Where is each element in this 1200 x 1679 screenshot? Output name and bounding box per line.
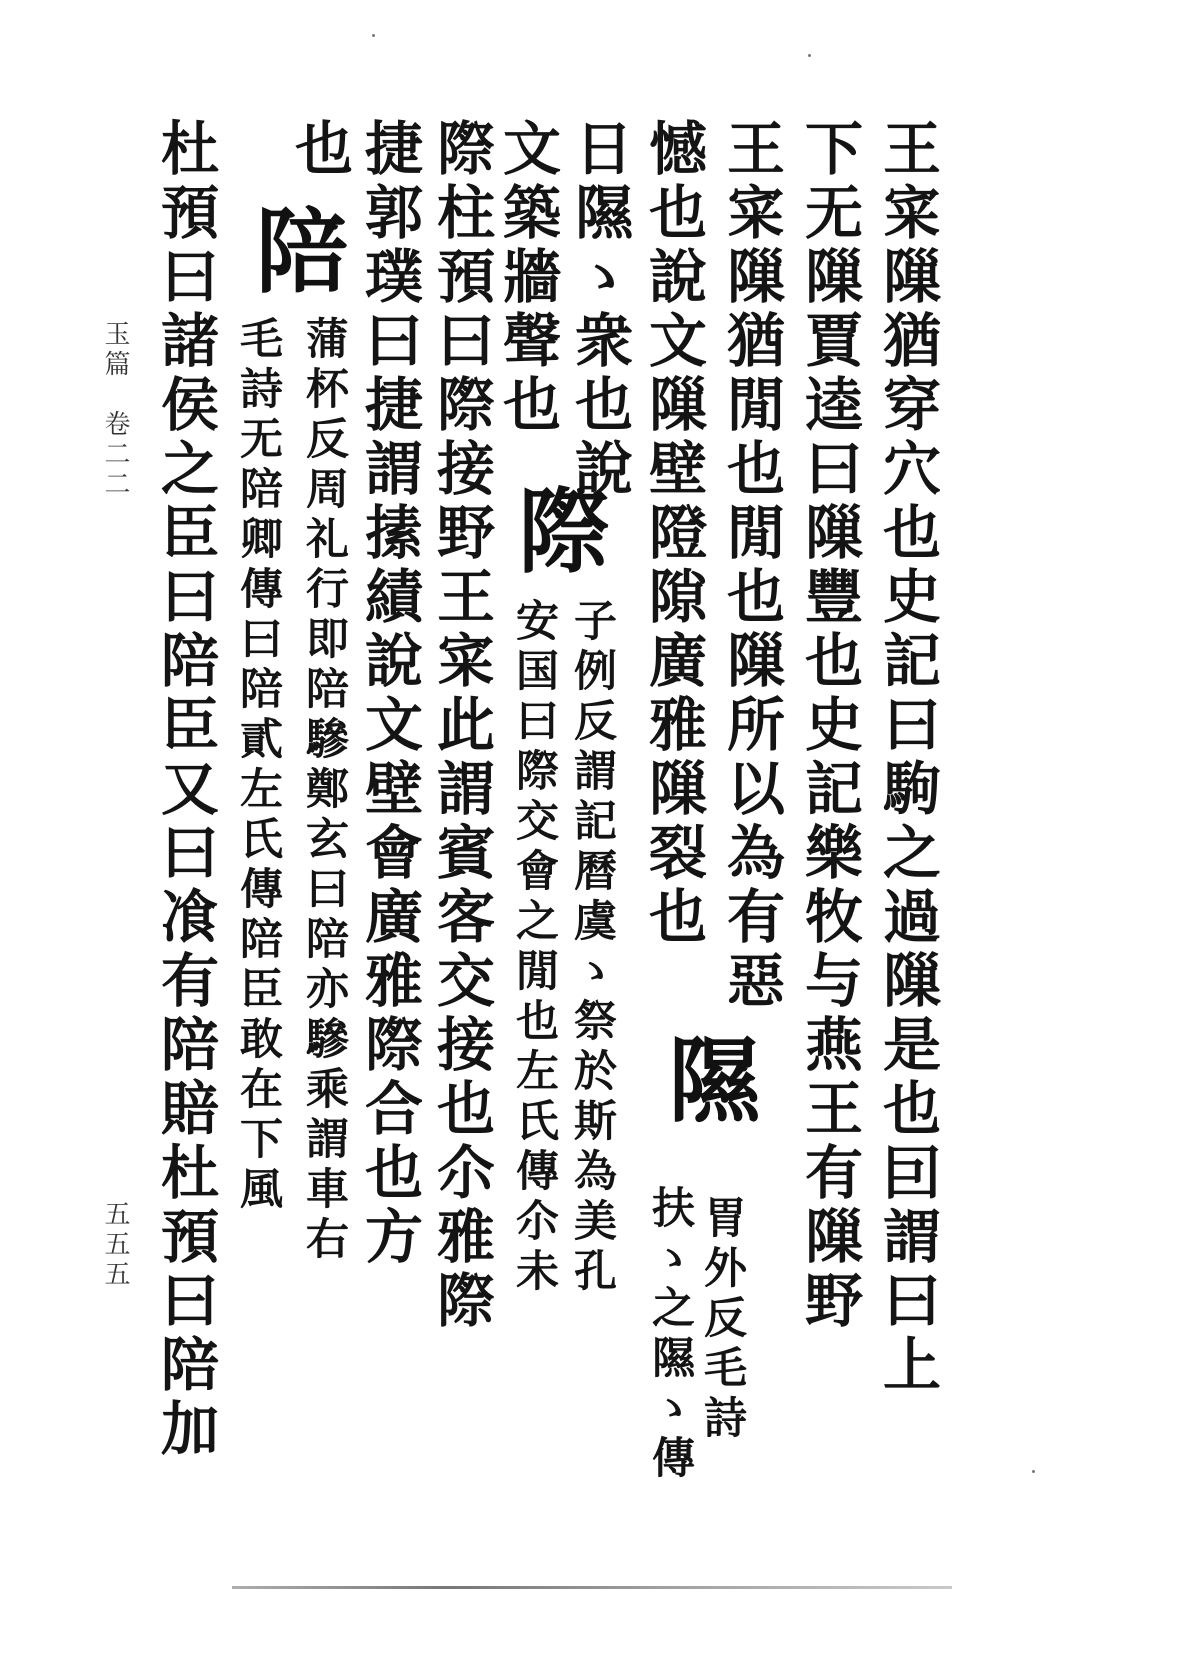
page-number: 五五五 [100, 1200, 130, 1290]
book-title: 玉篇 卷二二 [100, 320, 130, 500]
scan-border-line [232, 1586, 952, 1589]
text-column-4-part-a: 憾也說文隟壁隥隙廣雅隟裂也 [639, 118, 707, 950]
text-column-6-part-c: 子例反謂記曆虞ゝ祭於斯為美孔 [567, 598, 617, 1298]
text-column-1: 王寀隟猶穿穴也史記曰駒之過隟是也囙謂曰上 [873, 118, 941, 1398]
text-column-5-part-a: 日隰ゝ衆也說 [565, 118, 633, 502]
text-column-11: 毛詩无陪卿傳曰陪貳左氏傳陪臣敢在下風 [233, 316, 283, 1216]
headword-xi: 隰 [668, 1027, 761, 1135]
scan-speck [808, 54, 811, 57]
text-column-7: 安国曰際交會之閒也左氏傳尒未 [509, 598, 559, 1298]
text-column-10-part-c: 蒲杯反周礼行即陪驂鄭玄曰陪亦驂乘謂車右 [299, 316, 349, 1266]
scan-speck [372, 34, 375, 37]
headword-ji: 際 [518, 478, 611, 586]
text-column-6-part-a: 文築牆聲也 [493, 118, 561, 438]
text-column-4-part-c: 胃外反毛詩 [697, 1195, 747, 1445]
text-column-2: 下无隟賈逵曰隟豐也史記樂牧与燕王有隟野 [795, 118, 863, 1334]
text-column-8: 際柱預曰際接野王寀此謂賓客交接也尒雅際 [427, 118, 495, 1334]
text-column-12: 杜預曰諸侯之臣曰陪臣又曰飡有陪賠杜預曰陪加 [151, 118, 219, 1462]
headword-pei: 陪 [256, 198, 349, 306]
text-column-3: 王寀隟猶閒也閒也隟所以為有惡 [717, 118, 785, 1014]
text-column-5-part-b: 扶ゝ之隰ゝ傳 [645, 1185, 695, 1485]
scan-speck [1032, 1470, 1035, 1473]
text-column-10-part-a: 也 [285, 118, 353, 182]
text-column-9: 捷郭璞曰捷謂㨞績說文壁會廣雅際合也方 [355, 118, 423, 1270]
